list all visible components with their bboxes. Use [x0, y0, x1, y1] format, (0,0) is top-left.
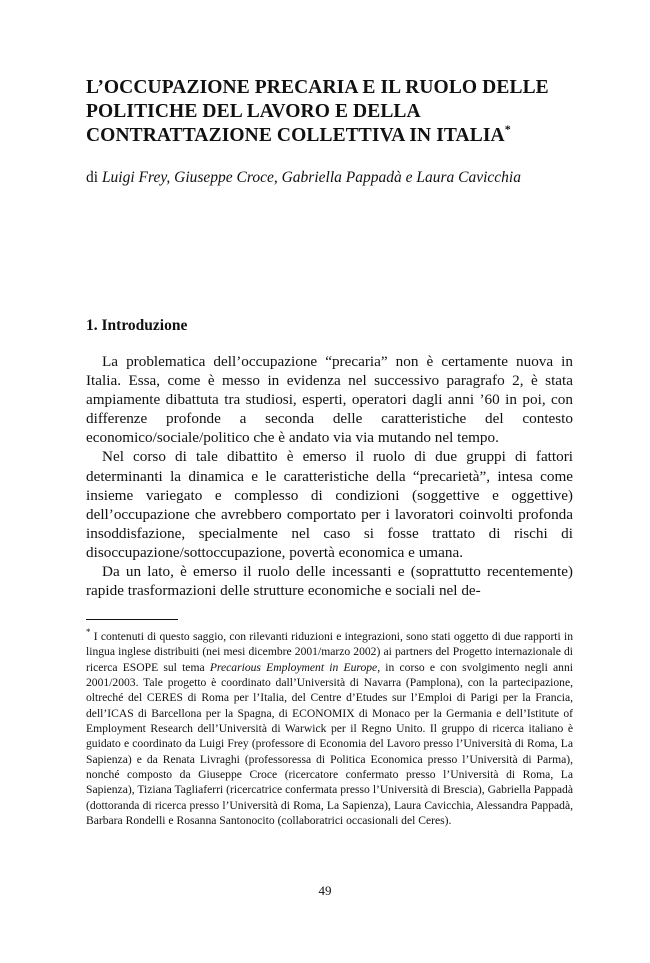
footnote-text-end: , in corso e con svolgimento negli anni 2001/2003. Tale progetto è coordinato dall’Università di Navarra (Pamplona), con la partecipazione, oltreché del CERES di Roma per l’Italia, del Centre d’Etudes sur l’Emploi di Parigi per la Francia, dell’ICAS di Barcellona per la Spagna, di ECONOMIX di Monaco per la Germania e dell’Istitute of Employment Research dell’Università di Warwick per il Regno Unito. Il gruppo di ricerca italiano è guidato e coordinato da Luigi Frey (professore di Economia del Lavoro presso l’Università di Roma, La Sapienza) e da Renata Livraghi (professoressa di Politica Economica presso l’Università di Parma), nonché composto da Giuseppe Croce (ricercatore confermato presso l’Università di Roma, La Sapienza), Tiziana Tagliaferri (ricercatrice confermata presso l’Università di Brescia), Gabriella Pappadà (dottoranda di ricerca presso l’Università di Roma, La Sapienza), Laura Cavicchia, Alessandra Pappadà, Barbara Rondelli e Rosanna Santonocito (collaboratrici occasionali del Ceres). [86, 660, 573, 827]
article-title-text: L’OCCUPAZIONE PRECARIA E IL RUOLO DELLE POLITICHE DEL LAVORO E DELLA CONTRATTAZIONE COLLETTIVA IN ITALIA [86, 77, 549, 146]
authors-names: Luigi Frey, Giuseppe Croce, Gabriella Pappadà e Laura Cavicchia [101, 169, 521, 186]
article-title [86, 76, 586, 148]
footnote-divider [86, 619, 178, 620]
paragraph: La problematica dell’occupazione “precaria” non è certamente nuova in Italia. Essa, come è messo in evidenza nel successivo paragrafo 2, è stata ampiamente dibattuta tra studiosi, esperti, operatori dagli anni ’60 in poi, con differenze profonde a seconda delle caratteristiche del contesto economico/sociale/politico che è andato via via mutando nel tempo. [86, 353, 573, 447]
paragraph: Nel corso di tale dibattito è emerso il ruolo di due gruppi di fattori determinanti la dinamica e le caratteristiche della “precarietà”, intesa come insieme variegato e complesso di condizioni (soggettive e oggettive) dell’occupazione che avrebbero comportato per i lavoratori coinvolti profonda insoddisfazione, specialmente nel caso si fosse trattato di rischi di disoccupazione/sottoccupazione, povertà economica e umana. [86, 448, 573, 561]
article-authors [86, 168, 606, 188]
page-number: 49 [318, 883, 332, 898]
footnote-marker: * [86, 627, 91, 637]
section-heading: 1. Introduzione [86, 317, 188, 334]
footnote [86, 625, 573, 828]
title-footnote-marker: * [504, 122, 511, 136]
authors-prefix: di [86, 169, 102, 186]
body-text [86, 352, 573, 600]
paragraph: Da un lato, è emerso il ruolo delle incessanti e (soprattutto recentemente) rapide trasformazioni delle strutture economiche e sociali nel de- [86, 563, 573, 600]
footnote-text-start: I contenuti di questo saggio, con rilevanti riduzioni e integrazioni, sono stati oggetto di due rapporti in lingua inglese distribuiti (nei mesi dicembre 2001/marzo 2002) ai partners del Progetto internazionale di ricerca ESOPE sul tema [86, 629, 573, 674]
footnote-project-title: Precarious Employment in Europe [209, 660, 378, 674]
